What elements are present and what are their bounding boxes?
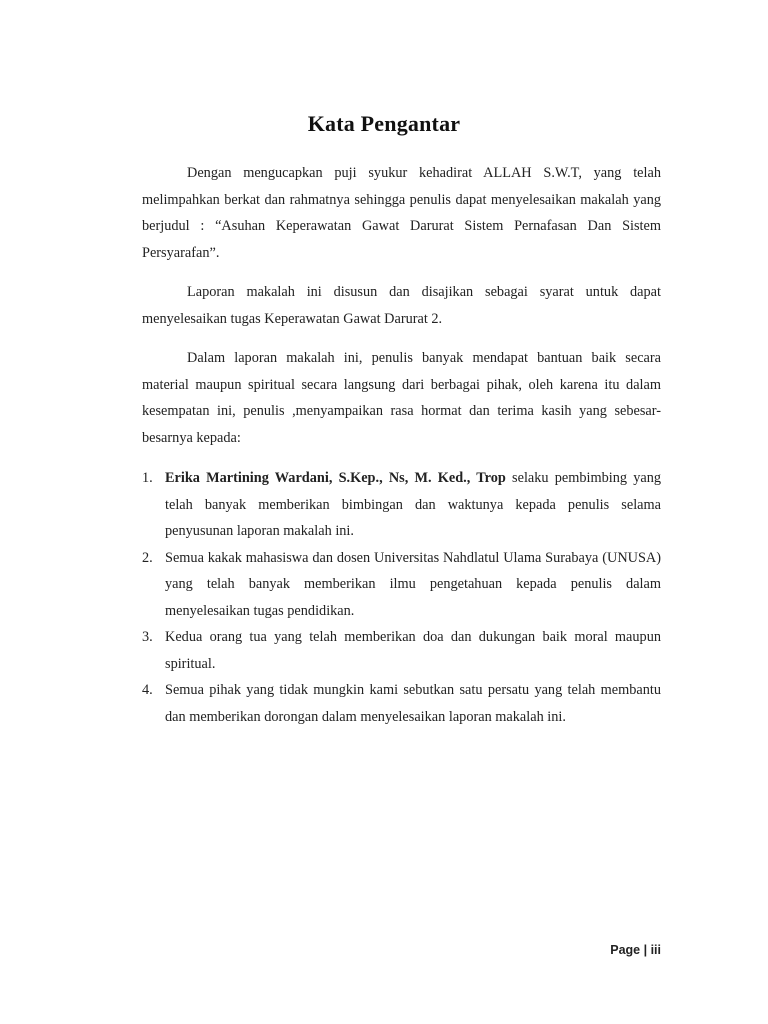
paragraph-intro: Dengan mengucapkan puji syukur kehadirat ALLAH S.W.T, yang telah melimpahkan berkat dan rahmatnya sehingga penulis dapat menyelesaikan makalah yang berjudul : “Asuhan Keperawatan Gawat Darurat Sistem Pernafasan Dan Sistem Persyarafan”.	[142, 165, 661, 261]
list-item	[142, 545, 661, 625]
list-number: 2.	[142, 549, 153, 566]
paragraph-purpose: Laporan makalah ini disusun dan disajikan sebagai syarat untuk dapat menyelesaikan tugas Keperawatan Gawat Darurat 2.	[142, 284, 661, 327]
page-title: Kata Pengantar	[307, 111, 461, 136]
list-item	[142, 677, 661, 730]
list-number: 4.	[142, 682, 153, 698]
list-number: 1.	[142, 470, 153, 486]
list-item-text: Semua pihak yang tidak mungkin kami sebutkan satu persatu yang telah membantu dan memberikan dorongan dalam menyelesaikan laporan makalah ini.	[165, 682, 661, 725]
acknowledgement-list	[142, 465, 661, 730]
list-number: 3.	[142, 629, 153, 645]
list-item-text: Semua kakak mahasiswa dan dosen Universitas Nahdlatul Ulama Surabaya (UNUSA) yang telah banyak memberikan ilmu pengetahuan kepada penulis dalam menyelesaikan tugas pendidikan.	[165, 549, 661, 619]
page-number: Page | iii	[610, 943, 661, 957]
list-item-text: selaku pembimbing yang telah banyak memberikan bimbingan dan waktunya kepada penulis selama penyusunan laporan makalah ini.	[165, 470, 661, 539]
list-item	[142, 465, 661, 545]
list-item-text: Kedua orang tua yang telah memberikan doa dan dukungan baik moral maupun spiritual.	[165, 629, 661, 672]
paragraph-thanks: Dalam laporan makalah ini, penulis banyak mendapat bantuan baik secara material maupun spiritual secara langsung dari berbagai pihak, oleh karena itu dalam kesempatan ini, penulis ,menyampaikan rasa hormat dan terima kasih yang sebesar-besarnya kepada:	[142, 350, 661, 446]
list-item	[142, 624, 661, 677]
list-item-name: Erika Martining Wardani, S.Kep., Ns, M. Ked., Trop	[165, 470, 506, 486]
